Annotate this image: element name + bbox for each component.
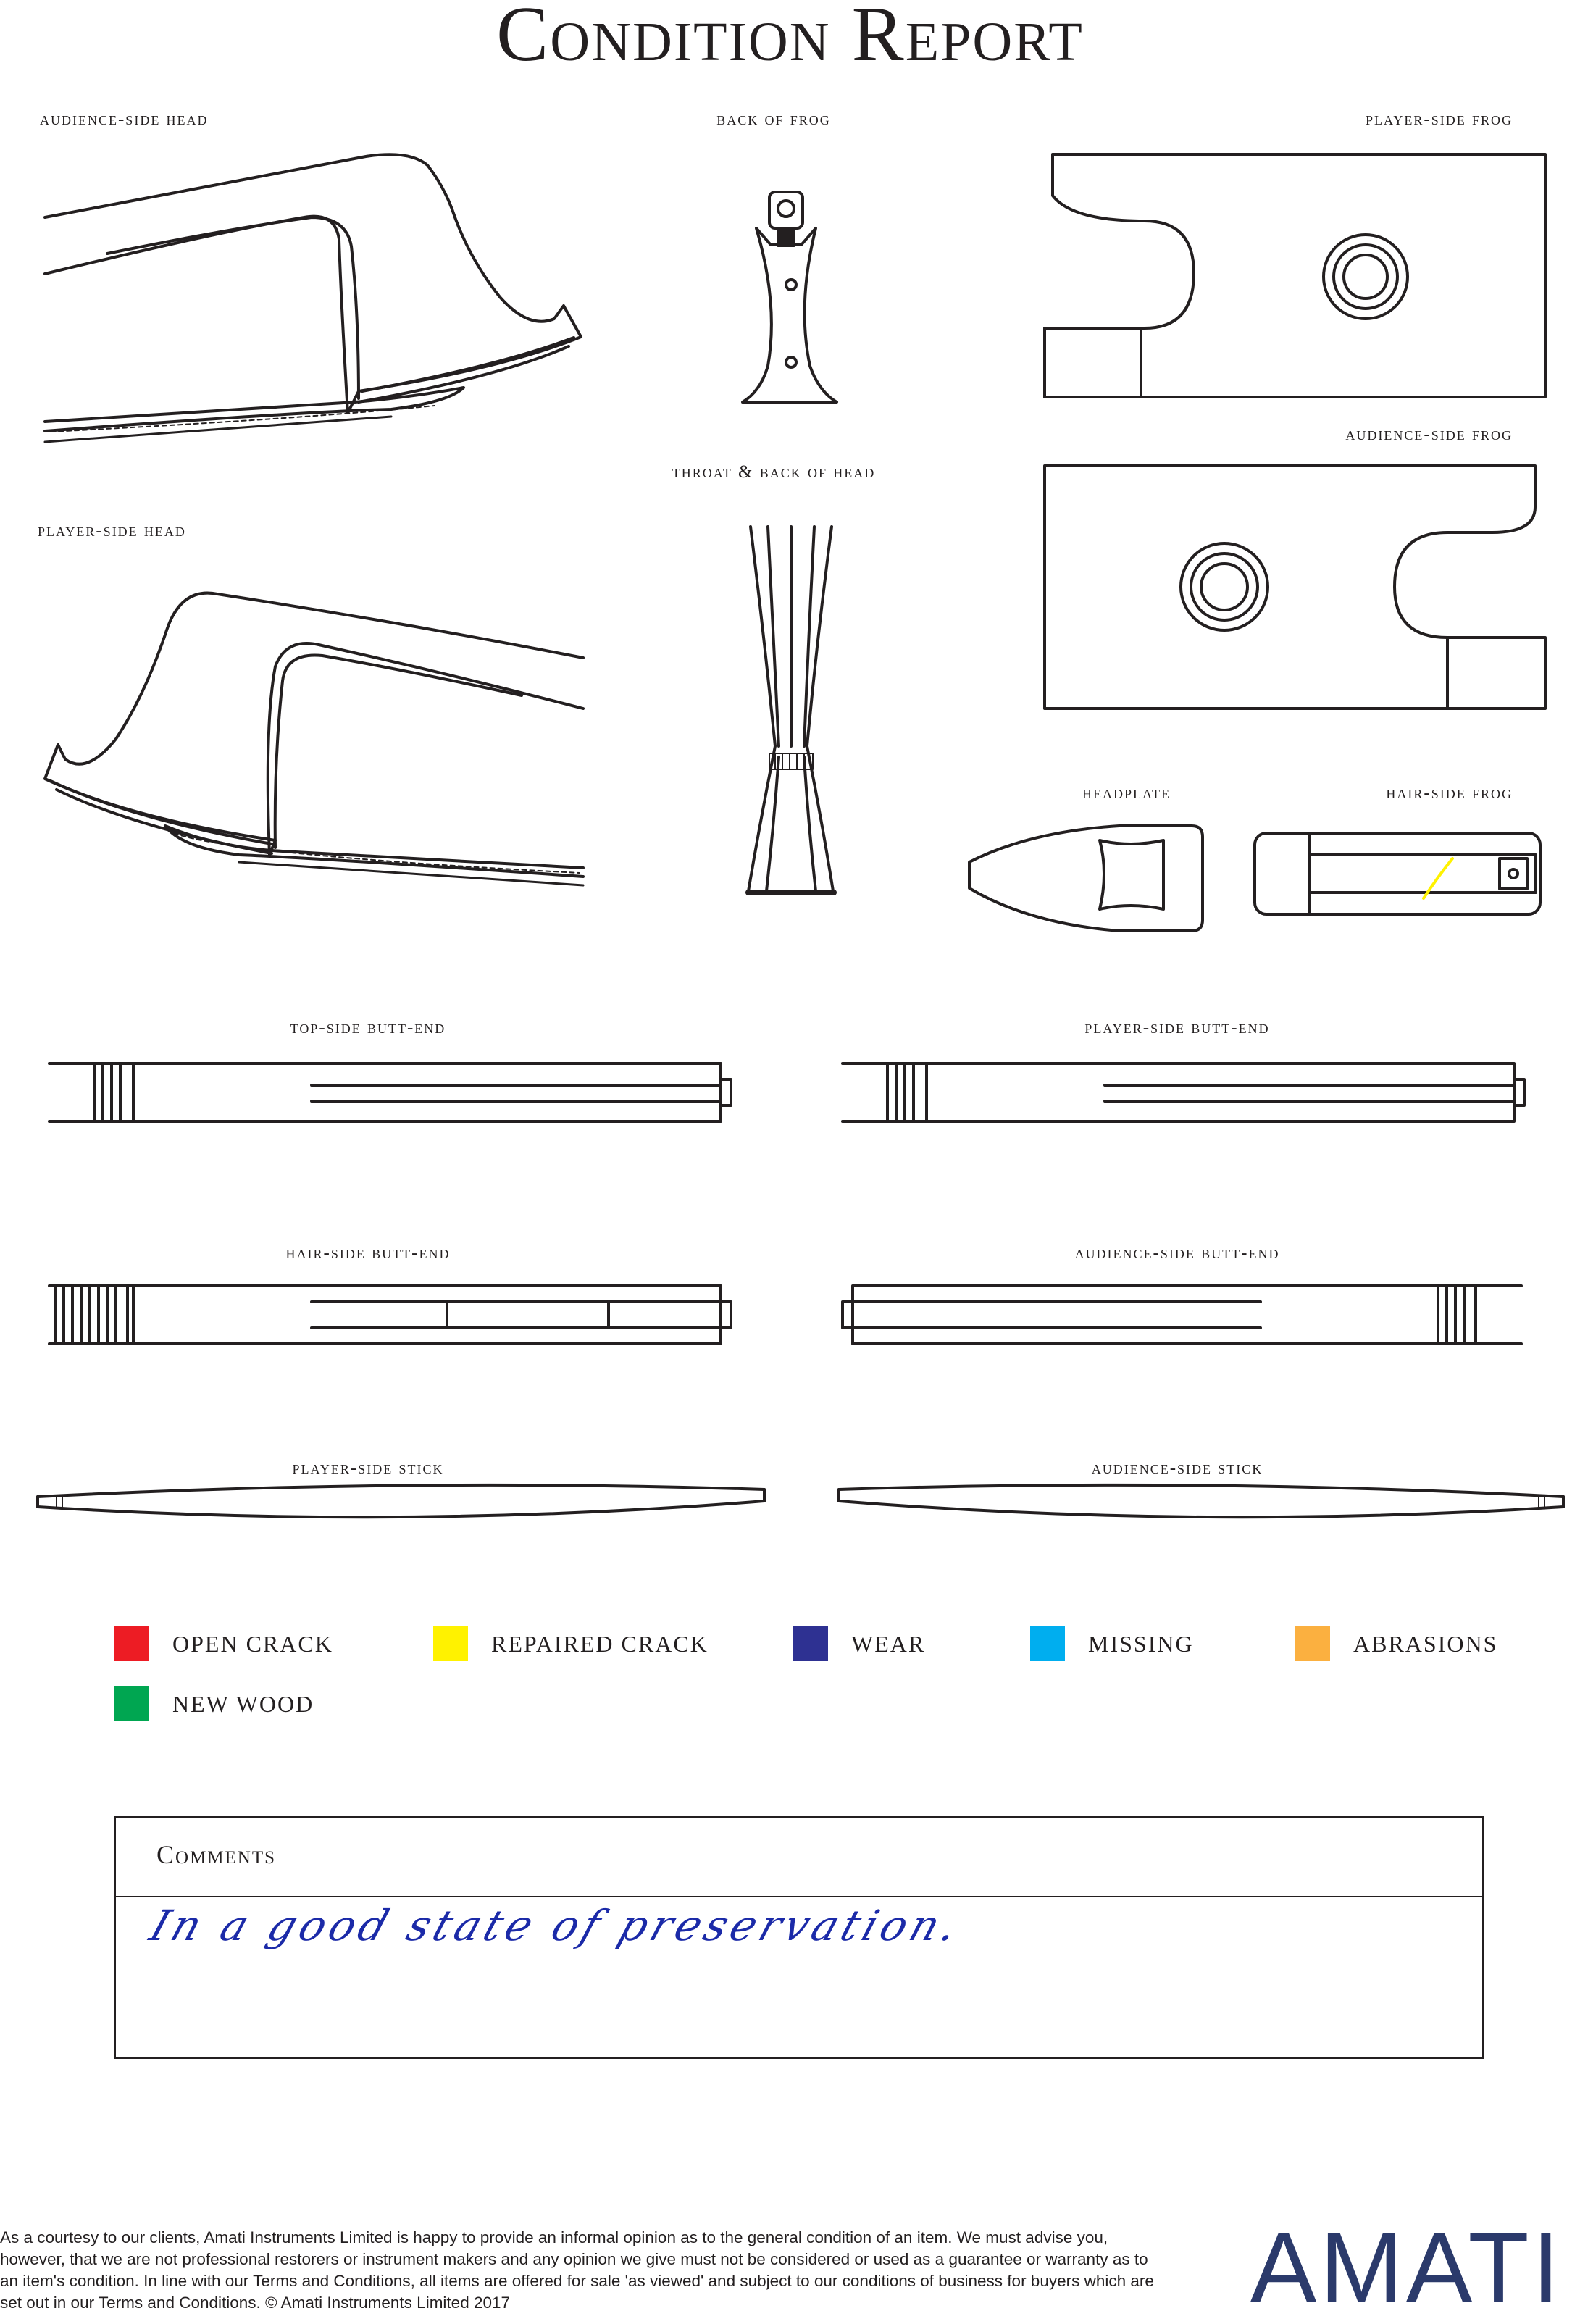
label-headplate: headplate — [1082, 783, 1171, 803]
player-side-head-drawing — [45, 593, 583, 885]
label-back-of-frog: back of frog — [716, 109, 831, 129]
player-side-butt-end-drawing — [843, 1063, 1524, 1121]
legend-label: REPAIRED CRACK — [491, 1631, 709, 1657]
label-audience-side-head: audience-side head — [40, 109, 209, 129]
audience-side-head-drawing — [45, 154, 581, 442]
comments-box — [114, 1816, 1484, 2059]
label-player-side-frog: player-side frog — [1366, 109, 1513, 129]
label-audience-side-frog: audience-side frog — [1345, 425, 1513, 444]
swatch-green — [114, 1686, 149, 1721]
swatch-yellow — [433, 1626, 468, 1661]
top-side-butt-end-drawing — [49, 1063, 731, 1121]
player-side-frog-drawing — [1045, 154, 1545, 397]
hair-side-butt-end-drawing — [49, 1286, 731, 1344]
page-title: Condition Report — [496, 0, 1084, 78]
brand-logo: AMATI — [1250, 2212, 1563, 2324]
swatch-orange — [1295, 1626, 1330, 1661]
swatch-red — [114, 1626, 149, 1661]
legend-label: NEW WOOD — [172, 1691, 314, 1717]
legend-label: ABRASIONS — [1353, 1631, 1498, 1657]
label-hair-side-butt-end: hair-side butt-end — [285, 1243, 451, 1263]
label-throat-back-of-head: throat & back of head — [672, 462, 876, 482]
label-top-side-butt-end: top-side butt-end — [290, 1018, 446, 1037]
audience-side-frog-drawing — [1045, 466, 1545, 709]
comments-header — [116, 1818, 1482, 1897]
legend-label: MISSING — [1088, 1631, 1194, 1657]
audience-side-butt-end-drawing — [843, 1286, 1521, 1344]
swatch-cyan — [1030, 1626, 1065, 1661]
legend-label: OPEN CRACK — [172, 1631, 333, 1657]
comments-title: Comments — [156, 1840, 277, 1869]
label-player-side-butt-end: player-side butt-end — [1084, 1018, 1270, 1037]
audience-side-stick-drawing — [839, 1485, 1563, 1517]
headplate-drawing — [969, 826, 1203, 931]
label-hair-side-frog: hair-side frog — [1386, 783, 1513, 803]
throat-back-of-head-drawing — [748, 527, 834, 893]
hair-side-frog-drawing — [1255, 833, 1540, 914]
swatch-navy — [793, 1626, 828, 1661]
back-of-frog-drawing — [743, 192, 837, 402]
disclaimer-text: As a courtesy to our clients, Amati Instruments Limited is happy to provide an informal opinion as to the general condition of an item. We must advise you, however, that we are not professional restorers or instrument makers and any opinion we give must not be considered or used as a guarantee or warranty as to an item's condition. In line with our Terms and Conditions, all items are offered for sale 'as viewed' and subject to our conditions of business for buyers which are set out in our Terms and Conditions. © Amati Instruments Limited 2017 — [0, 2228, 1154, 2312]
label-player-side-stick: player-side stick — [292, 1458, 444, 1478]
comments-handwritten-text: In a good state of preservation. — [143, 1901, 969, 1950]
label-player-side-head: player-side head — [38, 521, 186, 540]
legend-label: WEAR — [851, 1631, 926, 1657]
label-audience-side-stick: audience-side stick — [1091, 1458, 1263, 1478]
player-side-stick-drawing — [38, 1485, 764, 1517]
label-audience-side-butt-end: audience-side butt-end — [1074, 1243, 1280, 1263]
